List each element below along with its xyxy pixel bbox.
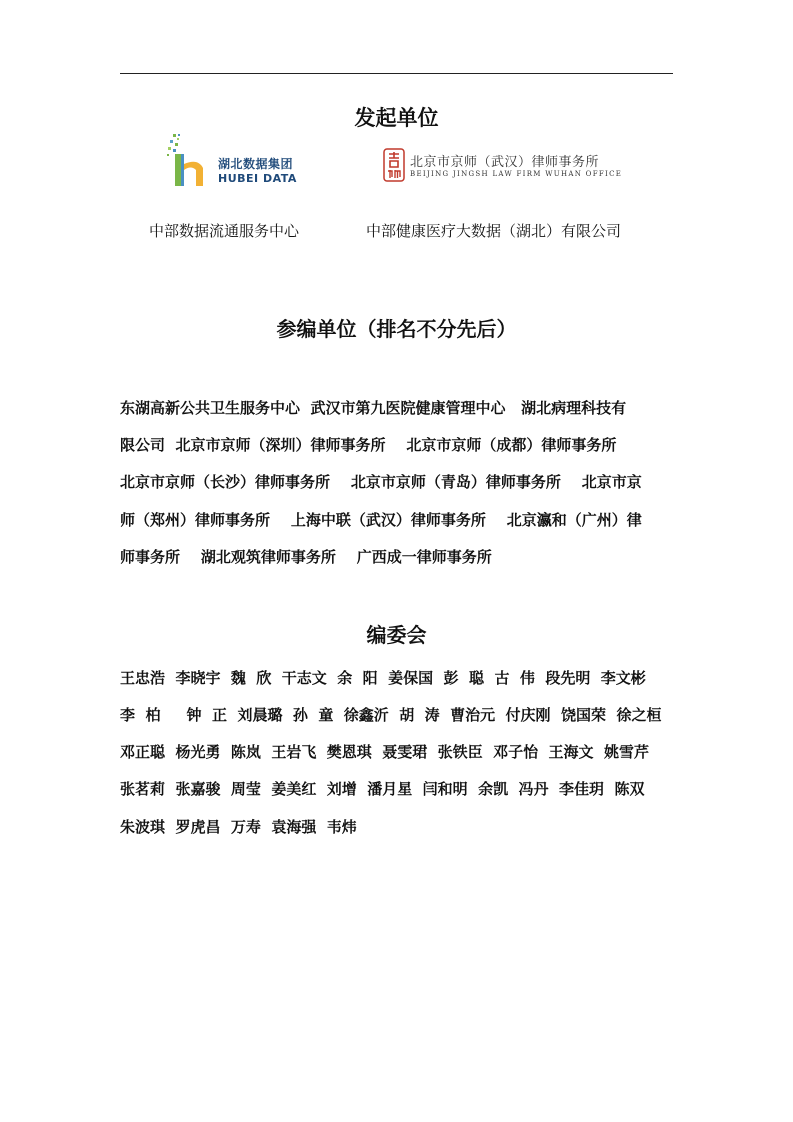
jingsh-law-firm-logo bbox=[383, 148, 633, 184]
participants-line: 北京市京师（长沙）律师事务所 北京市京师（青岛）律师事务所 北京市京 bbox=[120, 473, 642, 491]
hubei-data-logo-cn: 湖北数据集团 bbox=[218, 157, 294, 171]
participants-line: 师事务所 湖北观筑律师事务所 广西成一律师事务所 bbox=[120, 548, 492, 566]
hubei-data-logo bbox=[165, 130, 315, 190]
participants-heading: 参编单位（排名不分先后） bbox=[276, 317, 517, 341]
jingsh-logo-cn: 北京市京师（武汉）律师事务所 bbox=[410, 155, 600, 170]
committee-line: 李 柏 钟 正 刘晨璐 孙 童 徐鑫沂 胡 涛 曹治元 付庆刚 饶国荣 徐之桓 bbox=[120, 706, 662, 724]
committee-line: 邓正聪 杨光勇 陈岚 王岩飞 樊恩琪 聂雯珺 张铁臣 邓子怡 王海文 姚雪芹 bbox=[120, 743, 650, 761]
participants-line: 师（郑州）律师事务所 上海中联（武汉）律师事务所 北京瀛和（广州）律 bbox=[120, 511, 642, 529]
hubei-data-mark-icon bbox=[165, 130, 213, 190]
committee-line: 朱波琪 罗虎昌 万寿 袁海强 韦炜 bbox=[120, 818, 357, 836]
sponsor-name: 中部健康医疗大数据（湖北）有限公司 bbox=[366, 222, 622, 240]
hubei-data-logo-en: HUBEI DATA bbox=[218, 172, 297, 185]
committee-line: 张茗莉 张嘉骏 周莹 姜美红 刘增 潘月星 闫和明 余凯 冯丹 李佳玥 陈双 bbox=[120, 780, 645, 798]
committee-heading: 编委会 bbox=[366, 623, 427, 647]
committee-line: 王忠浩 李晓宇 魏 欣 干志文 余 阳 姜保国 彭 聪 古 伟 段先明 李文彬 bbox=[120, 669, 646, 687]
sponsor-name: 中部数据流通服务中心 bbox=[149, 222, 300, 240]
participants-line: 东湖高新公共卫生服务中心 武汉市第九医院健康管理中心 湖北病理科技有 bbox=[120, 399, 627, 417]
top-divider bbox=[120, 73, 673, 74]
jingsh-logo-en: BEIJING JINGSH LAW FIRM WUHAN OFFICE bbox=[410, 170, 623, 178]
participants-line: 限公司 北京市京师（深圳）律师事务所 北京市京师（成都）律师事务所 bbox=[120, 436, 617, 454]
sponsors-heading: 发起单位 bbox=[354, 106, 439, 130]
jingsh-seal-icon bbox=[383, 148, 405, 182]
